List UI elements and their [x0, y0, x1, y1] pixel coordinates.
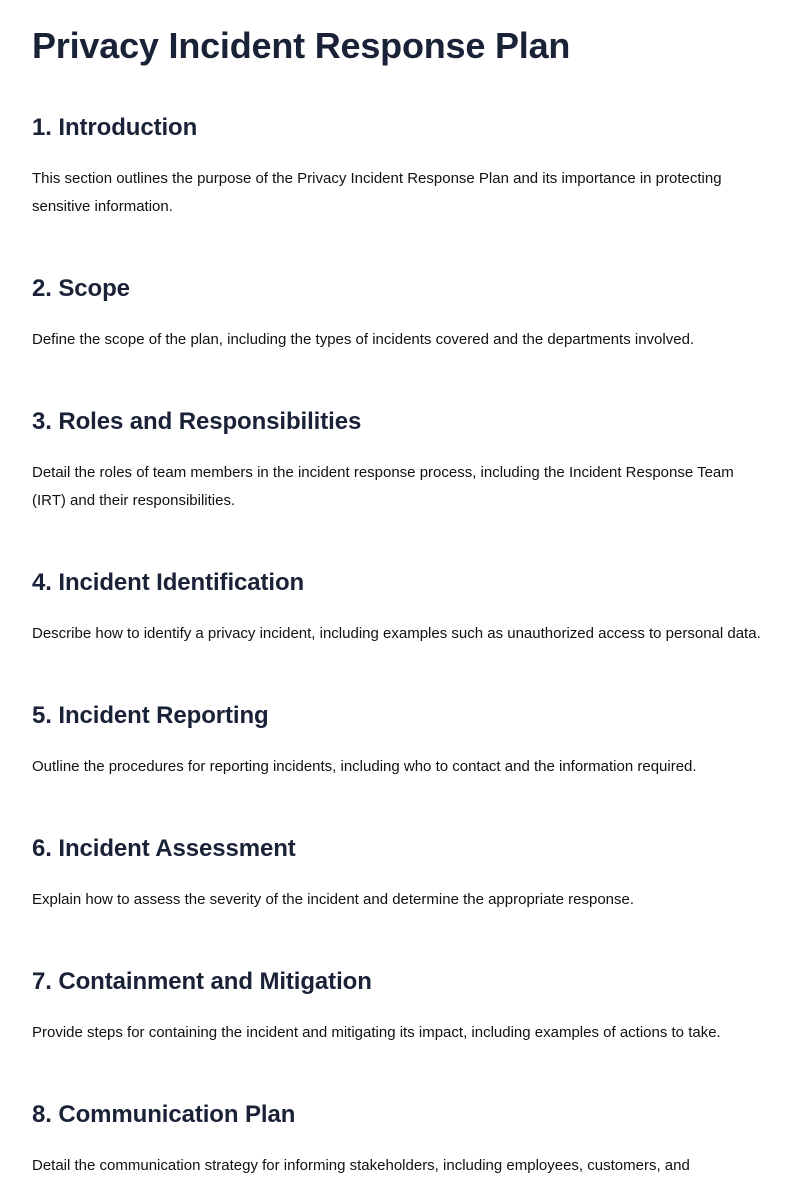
- section-body: Provide steps for containing the incident and mitigating its impact, including examples of actions to take.: [32, 1024, 721, 1041]
- section-body: Define the scope of the plan, including the types of incidents covered and the departments involved.: [32, 331, 695, 348]
- section-heading: 2. Scope: [32, 275, 130, 302]
- section-body: Explain how to assess the severity of the incident and determine the appropriate response.: [32, 891, 635, 908]
- section-body: Detail the roles of team members in the incident response process, including the Incident Response Team (IRT) and their responsibilities.: [32, 464, 734, 509]
- document-title: Privacy Incident Response Plan: [32, 25, 571, 66]
- section-scope: [32, 274, 768, 354]
- section-communication-plan: [32, 1100, 768, 1180]
- section-body: Outline the procedures for reporting incidents, including who to contact and the information required.: [32, 758, 697, 775]
- section-body: This section outlines the purpose of the Privacy Incident Response Plan and its importance in protecting sensitive information.: [32, 170, 722, 215]
- section-heading: 1. Introduction: [32, 114, 198, 141]
- section-incident-identification: [32, 568, 768, 648]
- section-incident-assessment: [32, 834, 768, 914]
- section-introduction: [32, 113, 768, 221]
- section-incident-reporting: [32, 701, 768, 781]
- section-roles-and-responsibilities: [32, 407, 768, 515]
- section-heading: 4. Incident Identification: [32, 569, 305, 596]
- section-heading: 6. Incident Assessment: [32, 835, 296, 862]
- section-body: Describe how to identify a privacy incident, including examples such as unauthorized access to personal data.: [32, 625, 761, 642]
- section-containment-and-mitigation: [32, 967, 768, 1047]
- section-heading: 8. Communication Plan: [32, 1101, 296, 1128]
- section-heading: 7. Containment and Mitigation: [32, 968, 372, 995]
- section-heading: 5. Incident Reporting: [32, 702, 269, 729]
- section-heading: 3. Roles and Responsibilities: [32, 408, 362, 435]
- section-body: Detail the communication strategy for informing stakeholders, including employees, customers, and: [32, 1157, 690, 1174]
